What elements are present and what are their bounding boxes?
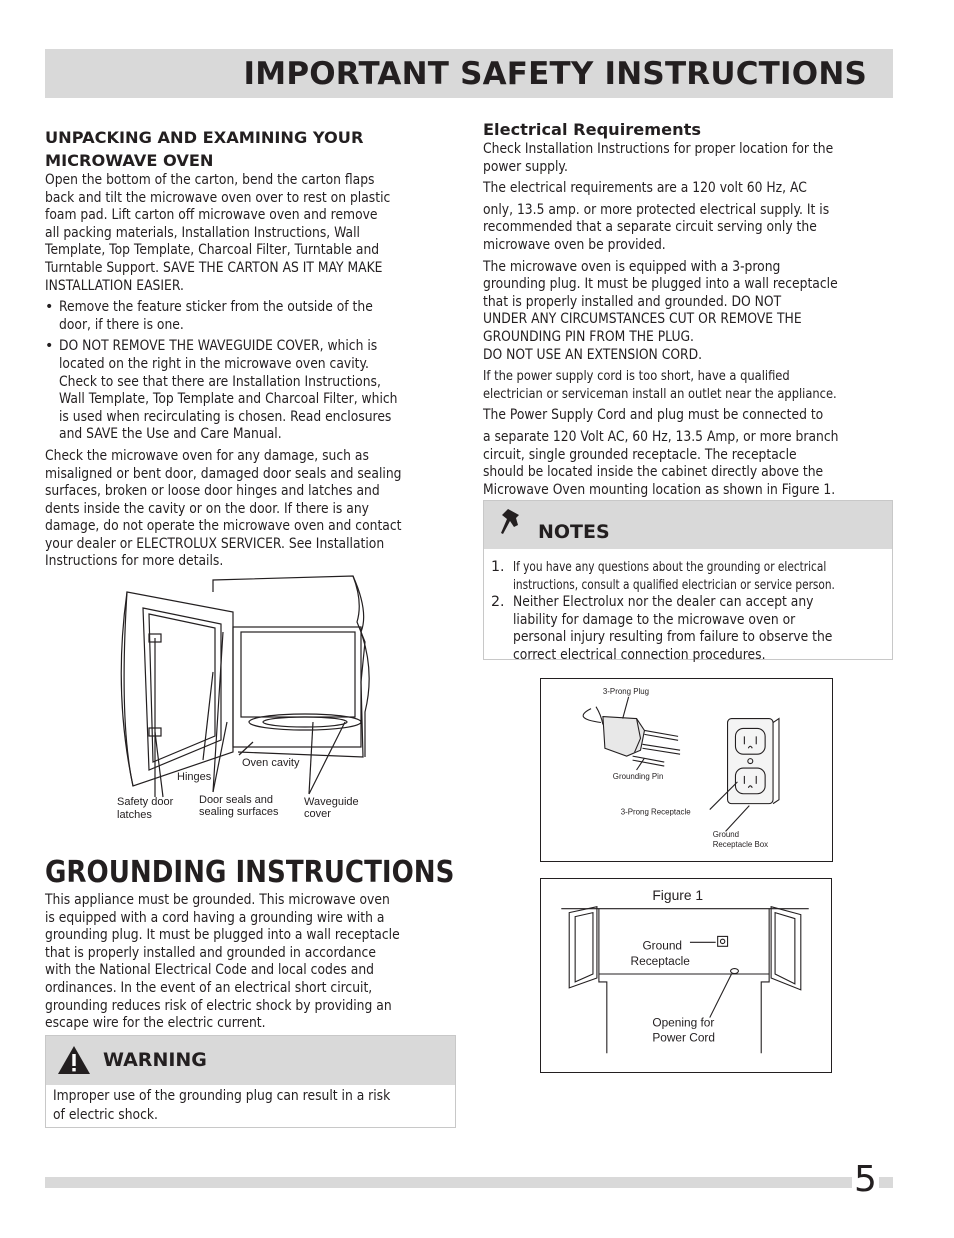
notes-box: [483, 500, 893, 663]
text-line: personal injury resulting from failure to observe the: [513, 629, 833, 646]
label-door-seals: Door seals and: [199, 794, 273, 806]
label-ground-receptacle: Ground: [642, 938, 683, 953]
text-line: misaligned or bent door, damaged door seals and sealing: [45, 465, 402, 482]
text-line: escape wire for the electric current.: [45, 1015, 266, 1032]
warning-header: [46, 1036, 455, 1085]
unpacking-heading-line: MICROWAVE OVEN: [45, 151, 214, 170]
text-line: liability for damage to the microwave oven or: [513, 611, 796, 628]
text-line: is used when recirculating is chosen. Read enclosures: [59, 408, 392, 425]
text-line: grounding plug. It must be plugged into a wall receptacle: [45, 927, 400, 944]
text-line: your dealer or ELECTROLUX SERVICER. See Installation: [45, 535, 385, 552]
label-ground-receptacle: Receptacle: [630, 954, 690, 969]
right-column: [483, 118, 898, 499]
label-waveguide: Waveguide: [304, 796, 359, 808]
text-line: damage, do not operate the microwave oven and contact: [45, 518, 402, 535]
text-line: should be located inside the cabinet directly above the: [483, 464, 824, 481]
text-line: a separate 120 Volt AC, 60 Hz, 13.5 Amp, or more branch: [483, 428, 839, 445]
text-line: circuit, single grounded receptacle. The receptacle: [483, 446, 797, 463]
text-line: INSTALLATION EASIER.: [45, 277, 184, 294]
text-line: correct electrical connection procedures.: [513, 646, 766, 663]
footer-bar: [45, 1177, 893, 1188]
page-number: 5: [854, 1159, 877, 1200]
text-line: located on the right in the microwave oven cavity.: [59, 355, 369, 372]
text-line: The electrical requirements are a 120 volt 60 Hz, AC: [483, 180, 807, 197]
unpacking-heading-line: UNPACKING AND EXAMINING YOUR: [45, 128, 364, 147]
text-line: of electric shock.: [53, 1107, 158, 1123]
text-line: DO NOT REMOVE THE WAVEGUIDE COVER, which is: [59, 338, 378, 355]
text-line: Improper use of the grounding plug can result in a risk: [53, 1088, 391, 1104]
text-line: UNDER ANY CIRCUMSTANCES CUT OR REMOVE THE: [483, 311, 802, 328]
pushpin-icon: [499, 507, 527, 537]
text-line: foam pad. Lift carton off microwave oven and remove: [45, 207, 378, 224]
notes-list: [491, 559, 891, 665]
text-line: Template, Top Template, Charcoal Filter, Turntable and: [45, 242, 380, 259]
text-line: back and tilt the microwave oven over to rest on plastic: [45, 189, 391, 206]
list-item: [491, 559, 891, 594]
text-line: microwave oven be provided.: [483, 236, 666, 253]
text-line: The Power Supply Cord and plug must be connected to: [483, 407, 824, 424]
text-line: with the National Electrical Code and local codes and: [45, 962, 375, 979]
text-line: This appliance must be grounded. This microwave oven: [45, 892, 390, 908]
text-line: If the power supply cord is too short, have a qualified: [483, 369, 790, 385]
notes-label: NOTES: [538, 521, 610, 543]
text-line: ordinances. In the event of an electrical short circuit,: [45, 979, 373, 996]
note-number: 2.: [491, 594, 505, 611]
electrical-heading: Electrical Requirements: [483, 120, 701, 139]
text-line: power supply.: [483, 158, 568, 175]
list-item: [45, 299, 455, 334]
text-line: The microwave oven is equipped with a 3-prong: [483, 258, 781, 275]
label-3-prong-plug: 3-Prong Plug: [602, 686, 650, 696]
text-line: that is properly installed and grounded. DO NOT: [483, 293, 782, 310]
unpacking-intro: [45, 172, 455, 295]
text-line: Check to see that there are Installation Instructions,: [59, 373, 381, 390]
cabinet-figure: [540, 878, 832, 1073]
text-line: only, 13.5 amp. or more protected electrical supply. It is: [483, 201, 830, 218]
label-oven-cavity: Oven cavity: [242, 757, 300, 769]
text-line: dents inside the cavity or on the door. If there is any: [45, 500, 369, 517]
text-line: recommended that a separate circuit serving only the: [483, 219, 817, 236]
text-line: If you have any questions about the grounding or electrical: [513, 560, 827, 575]
text-line: Wall Template, Top Template and Charcoal Filter, which: [59, 391, 398, 408]
text-line: Check Installation Instructions for proper location for the: [483, 141, 834, 157]
text-line: Microwave Oven mounting location as shown in Figure 1.: [483, 481, 836, 498]
text-line: all packing materials, Installation Instructions, Wall: [45, 224, 360, 241]
text-line: Check the microwave oven for any damage, such as: [45, 447, 369, 464]
warning-triangle-icon: [56, 1044, 92, 1076]
text-line: is equipped with a cord having a grounding wire with a: [45, 909, 385, 926]
grounding-title: [45, 853, 516, 893]
label-hinges: Hinges: [177, 771, 212, 783]
grounding-body: [45, 892, 455, 1033]
left-column: [45, 126, 455, 571]
plug-receptacle-figure: [540, 678, 833, 862]
text-line: door, if there is one.: [59, 316, 184, 333]
text-line: grounding plug. It must be plugged into a wall receptacle: [483, 276, 838, 293]
text-line: electrician or serviceman install an outlet near the appliance.: [483, 386, 837, 402]
text-line: surfaces, broken or loose door hinges and latches and: [45, 483, 380, 500]
unpacking-bullets: [45, 299, 455, 444]
label-safety-latches: latches: [117, 809, 152, 821]
notes-header: [484, 501, 892, 549]
figure-title: Figure 1: [652, 886, 704, 903]
note-number: 1.: [491, 559, 505, 575]
text-line: and SAVE the Use and Care Manual.: [59, 426, 282, 443]
unpacking-heading: [45, 126, 455, 172]
list-item: [45, 338, 455, 444]
text-line: Remove the feature sticker from the outside of the: [59, 299, 373, 316]
electrical-paragraph: [483, 259, 898, 365]
electrical-paragraph: [483, 180, 898, 198]
text-line: grounding reduces risk of electric shock by providing an: [45, 997, 392, 1014]
text-line: Instructions for more details.: [45, 553, 224, 570]
text-line: instructions, consult a qualified electrician or service person.: [513, 577, 835, 593]
text-line: Turntable Support. SAVE THE CARTON AS IT MAY MAKE: [45, 259, 383, 276]
electrical-paragraph: [483, 202, 898, 255]
electrical-paragraph: [483, 141, 898, 176]
label-waveguide: cover: [304, 808, 331, 820]
label-safety-latches: Safety door: [117, 796, 174, 808]
electrical-paragraph: [483, 368, 898, 403]
text-line: DO NOT USE AN EXTENSION CORD.: [483, 346, 703, 363]
label-ground-box: Receptacle Box: [712, 840, 769, 850]
microwave-door-figure: [113, 572, 373, 824]
list-item: [491, 594, 891, 664]
warning-text: [53, 1087, 453, 1125]
page-title: IMPORTANT SAFETY INSTRUCTIONS: [243, 56, 867, 92]
text-line: that is properly installed and grounded in accordance: [45, 944, 376, 961]
unpacking-check: [45, 448, 455, 571]
label-3-prong-receptacle: 3-Prong Receptacle: [620, 807, 691, 817]
electrical-paragraph: [483, 429, 898, 499]
electrical-paragraph: [483, 407, 898, 425]
text-line: Neither Electrolux nor the dealer can accept any: [513, 594, 814, 611]
label-opening-power-cord: Opening for: [652, 1015, 715, 1030]
warning-label: WARNING: [103, 1049, 207, 1071]
label-opening-power-cord: Power Cord: [652, 1030, 715, 1045]
header-bar: [45, 49, 893, 98]
warning-box: [45, 1035, 456, 1128]
label-grounding-pin: Grounding Pin: [612, 771, 664, 781]
text-line: Open the bottom of the carton, bend the carton flaps: [45, 172, 375, 188]
label-door-seals: sealing surfaces: [199, 806, 279, 818]
grounding-title-text: GROUNDING INSTRUCTIONS: [45, 855, 455, 890]
label-ground-box: Ground: [712, 830, 740, 840]
text-line: GROUNDING PIN FROM THE PLUG.: [483, 328, 694, 345]
